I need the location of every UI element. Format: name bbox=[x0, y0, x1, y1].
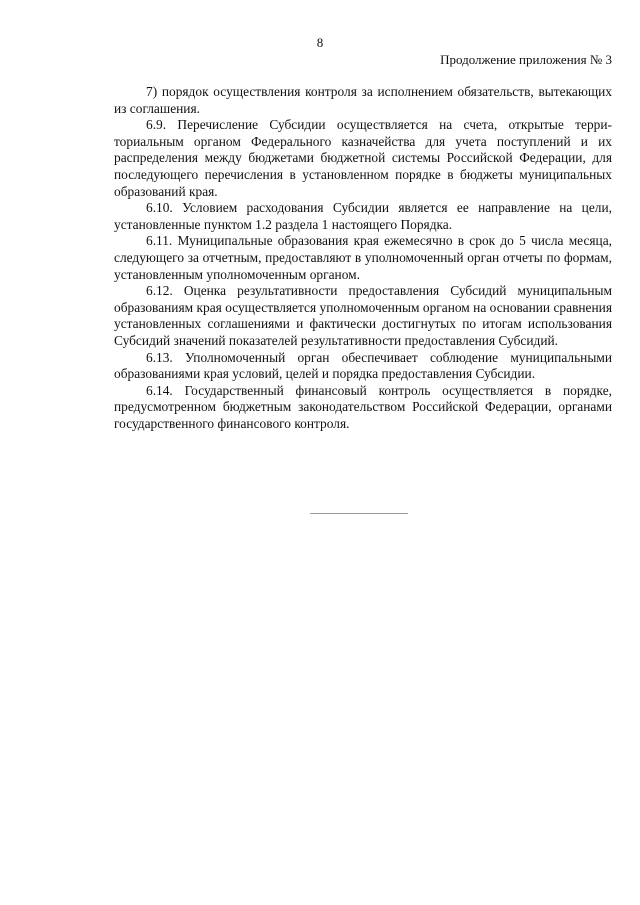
paragraph-6-11: 6.11. Муниципальные образования края ежемесячно в срок до 5 числа месяца, следующего за отчетным, предоставляют в уполномоченный орган отчеты по формам, установленным уполномоченным органом. bbox=[114, 233, 612, 282]
paragraph-6-9: 6.9. Перечисление Субсидии осуществляется на счета, открытые территориальным органом Федерального казначейства для учета поступлений и их распределения между бюджетами бюджетной системы Российской Федерации, для последующего перечисления в установленном порядке в бюджеты муниципальных образований края. bbox=[114, 117, 612, 199]
paragraph-6-10: 6.10. Условием расходования Субсидии является ее направление на цели, установленные пунктом 1.2 раздела 1 настоящего Порядка. bbox=[114, 200, 612, 232]
paragraph-6-12: 6.12. Оценка результативности предоставления Субсидий муниципальным образованиям края осуществляется уполномоченным органом на основании сравнения установленных соглашениями и фактически достигнутых по итогам использования Субсидий значений показателей результативности предоставления Субсидий. bbox=[114, 283, 612, 348]
page-number: 8 bbox=[316, 35, 324, 50]
paragraph-6-14: 6.14. Государственный финансовый контроль осуществляется в порядке, предусмотренном бюджетным законодательством Российской Федерации, органами государственного финансового контроля. bbox=[114, 382, 612, 431]
document-body bbox=[114, 84, 612, 432]
appendix-continuation-note: Продолжение приложения № 3 bbox=[440, 52, 612, 67]
end-separator-line bbox=[310, 513, 408, 514]
paragraph-item-7: 7) порядок осуществления контроля за исполнением обязательств, вытекающих из соглашения. bbox=[114, 84, 612, 116]
paragraph-6-13: 6.13. Уполномоченный орган обеспечивает соблюдение муниципальными образованиями края условий, целей и порядка предоставления Субсидии. bbox=[114, 349, 612, 382]
